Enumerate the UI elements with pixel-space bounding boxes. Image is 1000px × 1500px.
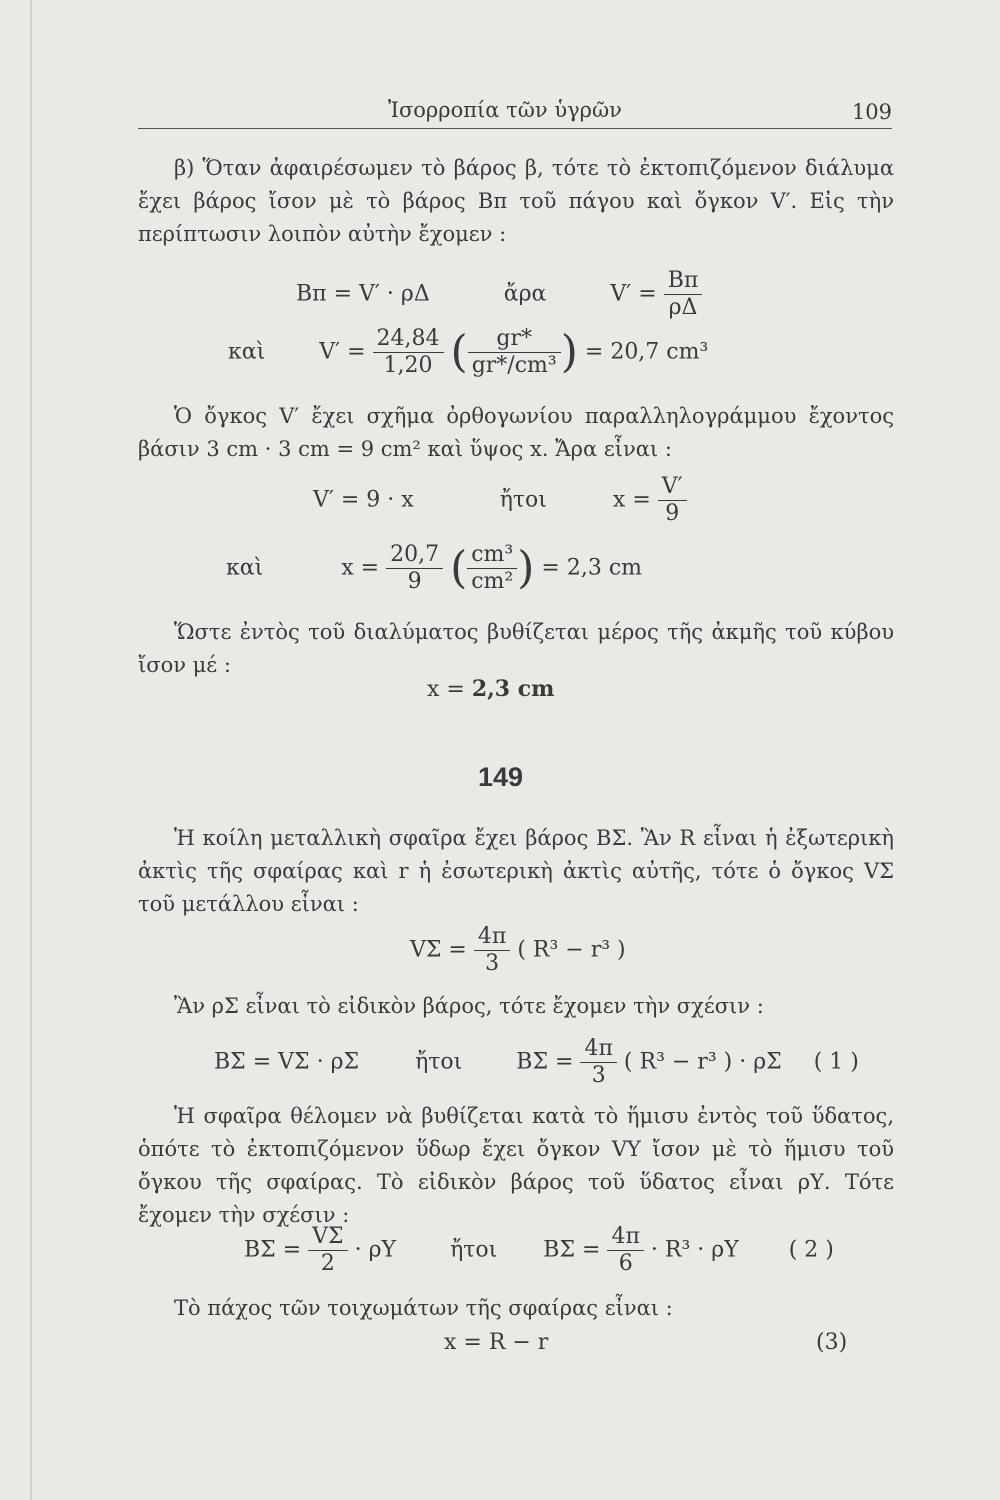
eq5-value: 2,3 cm (471, 676, 555, 702)
running-title: Ἰσορροπία τῶν ὑγρῶν (388, 98, 622, 122)
eq8-word: ἤτοι (450, 1237, 498, 1263)
eq2-fraction (373, 326, 444, 379)
eq6-lhs: VΣ = (410, 937, 467, 963)
eq8-after-1: · ρΥ (354, 1237, 397, 1263)
paragraph-b: β) Ὅταν ἀφαιρέσωμεν τὸ βάρος β, τότε τὸ ἐκτοπιζόμενον διάλυμα ἔχει βάρος ἴσον μὲ τὸ βάρος Βπ τοῦ πάγου καὶ ὄγκον V′. Εἰς τὴν περίπτωσιν λοιπὸν αὐτὴν ἔχομεν : (138, 156, 894, 246)
eq2-unit-denominator: gr*/cm³ (471, 353, 557, 378)
eq9-expr: x = R − r (444, 1330, 549, 1355)
eq4-kai: καὶ (226, 555, 264, 581)
paragraph-specific-weight: Ἂν ρΣ εἶναι τὸ εἰδικὸν βάρος, τότε ἔχομεν τὴν σχέσιν : (174, 994, 764, 1018)
eq1-fraction (664, 268, 703, 321)
equation-sphere-volume (410, 924, 626, 977)
eq4-numerator: 20,7 (386, 542, 443, 569)
equation-3 (444, 1330, 548, 1355)
eq2-unit-numerator: gr* (468, 326, 561, 353)
equation-2 (244, 1224, 834, 1277)
eq7-denominator: 3 (591, 1063, 606, 1088)
page-spine-line (30, 0, 32, 1500)
eq4-fraction (386, 542, 443, 595)
equation-x-result (427, 676, 554, 702)
eq8-denominator-2: 6 (618, 1251, 633, 1276)
eq2-numerator: 24,84 (373, 326, 444, 353)
eq2-unit-fraction (468, 326, 561, 379)
eq8-fraction-1 (308, 1224, 347, 1277)
eq4-denominator: 9 (407, 569, 422, 594)
eq7-word: ἤτοι (415, 1049, 463, 1075)
eq4-unit-denominator: cm² (471, 569, 514, 594)
equation-x-value: καὶ x = $\frac{20,7}{9}$ ( $\frac{\text{cm³}}{\text{cm²}}$ ) = 2,3 cm (226, 542, 643, 594)
eq3-lhs: V′ = 9 · x (313, 487, 414, 513)
eq7-numerator: 4π (580, 1036, 616, 1063)
eq5-lhs: x = (427, 677, 465, 702)
eq2-lhs: V′ = (319, 339, 366, 365)
eq3-rhs-left: x = (612, 487, 651, 513)
eq4-unit-numerator: cm³ (467, 542, 517, 569)
eq8-numerator-2: 4π (607, 1224, 643, 1251)
eq4-result: = 2,3 cm (541, 555, 643, 581)
eq3-fraction (658, 474, 687, 527)
eq4-lhs: x = (341, 555, 380, 581)
equation-volume-value: καὶ V′ = $\frac{24,84}{1,20}$ ( $\frac{gr*}{\text{gr*/cm³}}$ ) = 20,7 cm³ (228, 326, 709, 378)
eq8-numerator-1: VΣ (308, 1224, 347, 1251)
eq1-numerator: Βπ (664, 268, 703, 295)
eq6-denominator: 3 (485, 951, 500, 976)
eq3-denominator: 9 (665, 501, 680, 526)
eq7-rhs-left: ΒΣ = (516, 1049, 574, 1075)
eq1-rhs-left: V′ = (610, 281, 657, 307)
eq6-fraction (474, 924, 510, 977)
eq8-after-2: · R³ · ρΥ (650, 1237, 739, 1263)
eq1-lhs: Βπ = V′ · ρΔ (296, 281, 430, 307)
equation-buoyancy-weight (296, 268, 702, 321)
eq1-denominator: ρΔ (668, 295, 698, 320)
eq1-word: ἄρα (503, 281, 547, 307)
paragraph-volume-shape: Ὁ ὄγκος V′ ἔχει σχῆμα ὀρθογωνίου παραλληλογράμμου ἔχοντος βάσιν 3 cm · 3 cm = 9 cm² καὶ ὕψος x. Ἄρα εἶναι : (138, 404, 894, 461)
paragraph-conclusion: Ὥστε ἐντὸς τοῦ διαλύματος βυθίζεται μέρος τῆς ἀκμῆς τοῦ κύβου ἴσον μέ : (138, 620, 894, 677)
eq8-lhs: ΒΣ = (244, 1237, 302, 1263)
eq8-fraction-2 (607, 1224, 643, 1277)
eq7-rest: ( R³ − r³ ) · ρΣ (623, 1049, 782, 1075)
paragraph-wall-thickness: Τὸ πάχος τῶν τοιχωμάτων τῆς σφαίρας εἶναι : (174, 1296, 673, 1320)
eq6-numerator: 4π (474, 924, 510, 951)
paragraph-hollow-sphere: Ἡ κοίλη μεταλλικὴ σφαῖρα ἔχει βάρος ΒΣ. Ἂν R εἶναι ἡ ἐξωτερικὴ ἀκτὶς τῆς σφαίρας καὶ r ἡ ἐσωτερικὴ ἀκτὶς αὐτῆς, τότε ὁ ὄγκος VΣ τοῦ μετάλλου εἶναι : (138, 826, 894, 916)
eq7-lhs: ΒΣ = VΣ · ρΣ (214, 1049, 360, 1075)
eq6-rest: ( R³ − r³ ) (517, 937, 626, 963)
equation-label-1: ( 1 ) (813, 1049, 859, 1075)
eq8-rhs-left: ΒΣ = (543, 1237, 601, 1263)
eq2-kai: καὶ (228, 339, 266, 365)
equation-label-3: (3) (816, 1330, 848, 1355)
eq3-numerator: V′ (658, 474, 687, 501)
eq3-word: ἤτοι (499, 487, 547, 513)
eq2-result: = 20,7 cm³ (584, 339, 709, 365)
page-header (138, 98, 892, 129)
eq2-denominator: 1,20 (383, 353, 433, 378)
eq7-fraction (580, 1036, 616, 1089)
eq4-unit-fraction (467, 542, 517, 595)
equation-label-2: ( 2 ) (788, 1237, 834, 1263)
paragraph-half-submerged: Ἡ σφαῖρα θέλομεν νὰ βυθίζεται κατὰ τὸ ἥμισυ ἐντὸς τοῦ ὕδατος, ὁπότε τὸ ἐκτοπιζόμενον ὕδωρ ἔχει ὄγκον VΥ ἴσον μὲ τὸ ἥμισυ τοῦ ὄγκου τῆς σφαίρας. Τὸ εἰδικὸν βάρος τοῦ ὕδατος εἶναι ρΥ. Τότε ἔχομεν τὴν σχέσιν : (138, 1104, 894, 1227)
equation-x-from-volume (313, 474, 687, 527)
page-number: 109 (851, 100, 892, 124)
section-number: 149 (478, 762, 524, 792)
eq8-denominator-1: 2 (320, 1251, 335, 1276)
equation-1 (214, 1036, 859, 1089)
